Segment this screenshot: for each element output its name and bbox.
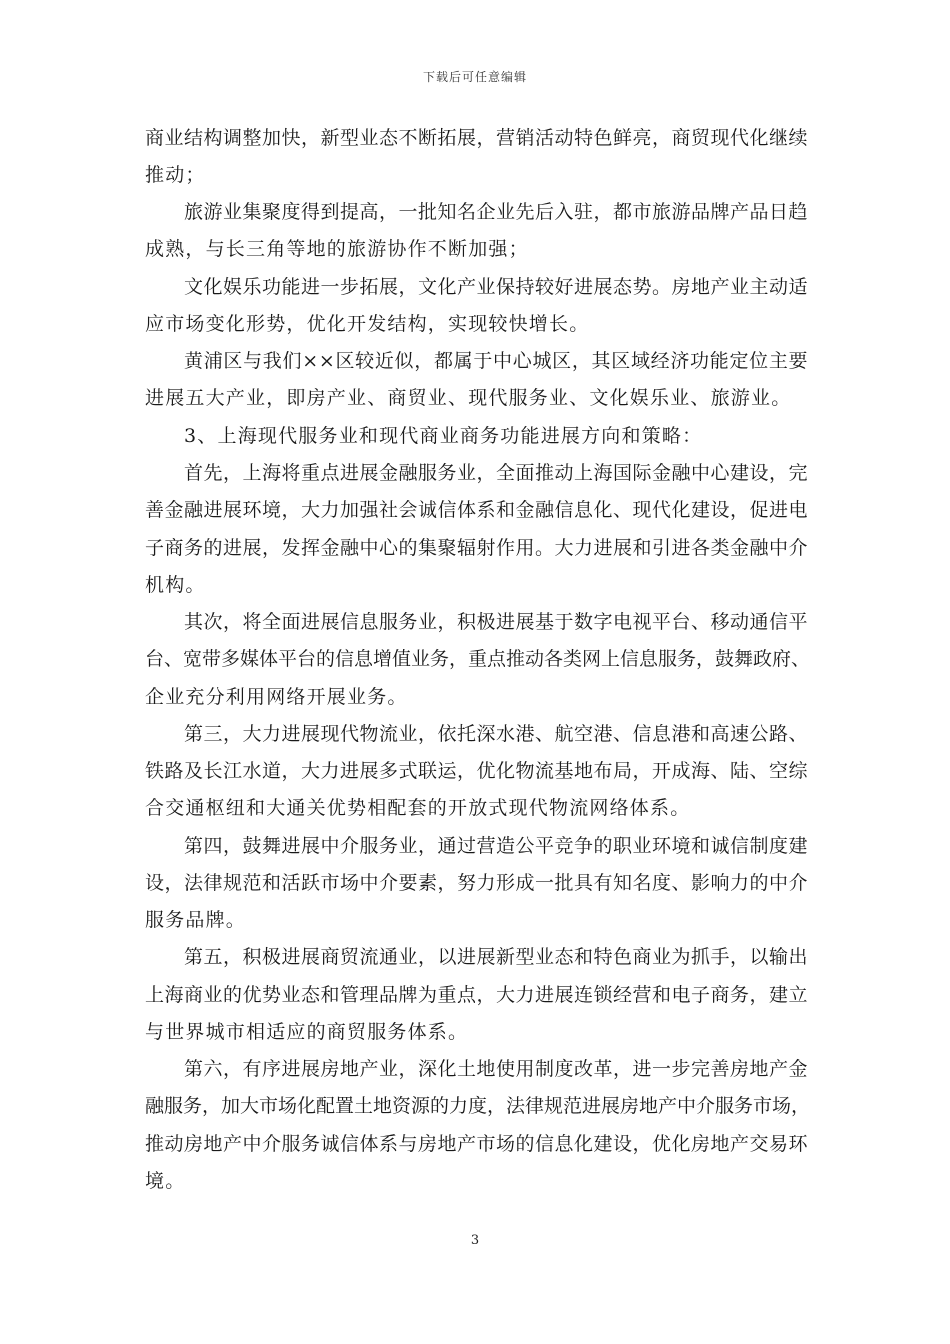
text-line: 设，法律规范和活跃市场中介要素，努力形成一批具有知名度、影响力的中介 bbox=[145, 872, 809, 894]
text-line: 应市场变化形势，优化开发结构，实现较快增长。 bbox=[145, 313, 590, 335]
text-line: 其次，将全面进展信息服务业，积极进展基于数字电视平台、移动通信平 bbox=[184, 611, 809, 633]
text-line: 3、上海现代服务业和现代商业商务功能进展方向和策略： bbox=[184, 425, 703, 447]
text-line: 推动； bbox=[145, 164, 206, 186]
text-line: 进展五大产业，即房产业、商贸业、现代服务业、文化娱乐业、旅游业。 bbox=[145, 387, 792, 409]
page-number: 3 bbox=[470, 1233, 480, 1248]
text-line: 台、宽带多媒体平台的信息增值业务，重点推动各类网上信息服务，鼓舞政府、 bbox=[145, 648, 811, 670]
text-line: 上海商业的优势业态和管理品牌为重点，大力进展连锁经营和电子商务，建立 bbox=[145, 984, 809, 1006]
text-line: 黄浦区与我们××区较近似，都属于中心城区，其区域经济功能定位主要 bbox=[184, 350, 809, 372]
page-header: 下载后可任意编辑 bbox=[422, 70, 527, 84]
text-line: 成熟，与长三角等地的旅游协作不断加强； bbox=[145, 238, 529, 260]
text-line: 第三，大力进展现代物流业，依托深水港、航空港、信息港和高速公路、 bbox=[184, 723, 809, 745]
text-line: 企业充分利用网络开展业务。 bbox=[145, 686, 408, 708]
text-line: 子商务的进展，发挥金融中心的集聚辐射作用。大力进展和引进各类金融中介 bbox=[145, 537, 809, 559]
text-line: 首先，上海将重点进展金融服务业，全面推动上海国际金融中心建设，完 bbox=[184, 462, 809, 484]
text-line: 推动房地产中介服务诚信体系与房地产市场的信息化建设，优化房地产交易环 bbox=[145, 1133, 809, 1155]
text-line: 文化娱乐功能进一步拓展，文化产业保持较好进展态势。房地产业主动适 bbox=[184, 276, 809, 298]
text-line: 合交通枢纽和大通关优势相配套的开放式现代物流网络体系。 bbox=[145, 797, 691, 819]
text-line: 融服务，加大市场化配置土地资源的力度，法律规范进展房地产中介服务市场， bbox=[145, 1095, 811, 1117]
text-line: 服务品牌。 bbox=[145, 909, 247, 931]
text-line: 商业结构调整加快，新型业态不断拓展，营销活动特色鲜亮，商贸现代化继续 bbox=[145, 127, 809, 149]
text-line: 境。 bbox=[145, 1170, 186, 1192]
text-line: 第六，有序进展房地产业，深化土地使用制度改革，进一步完善房地产金 bbox=[184, 1058, 809, 1080]
text-line: 旅游业集聚度得到提高，一批知名企业先后入驻，都市旅游品牌产品日趋 bbox=[184, 201, 809, 223]
text-line: 善金融进展环境，大力加强社会诚信体系和金融信息化、现代化建设，促进电 bbox=[145, 499, 809, 521]
text-line: 机构。 bbox=[145, 574, 206, 596]
text-line: 第五，积极进展商贸流通业，以进展新型业态和特色商业为抓手，以输出 bbox=[184, 946, 809, 968]
text-line: 第四，鼓舞进展中介服务业，通过营造公平竞争的职业环境和诚信制度建 bbox=[184, 835, 809, 857]
text-line: 与世界城市相适应的商贸服务体系。 bbox=[145, 1021, 469, 1043]
text-line: 铁路及长江水道，大力进展多式联运，优化物流基地布局，开成海、陆、空综 bbox=[145, 760, 809, 782]
